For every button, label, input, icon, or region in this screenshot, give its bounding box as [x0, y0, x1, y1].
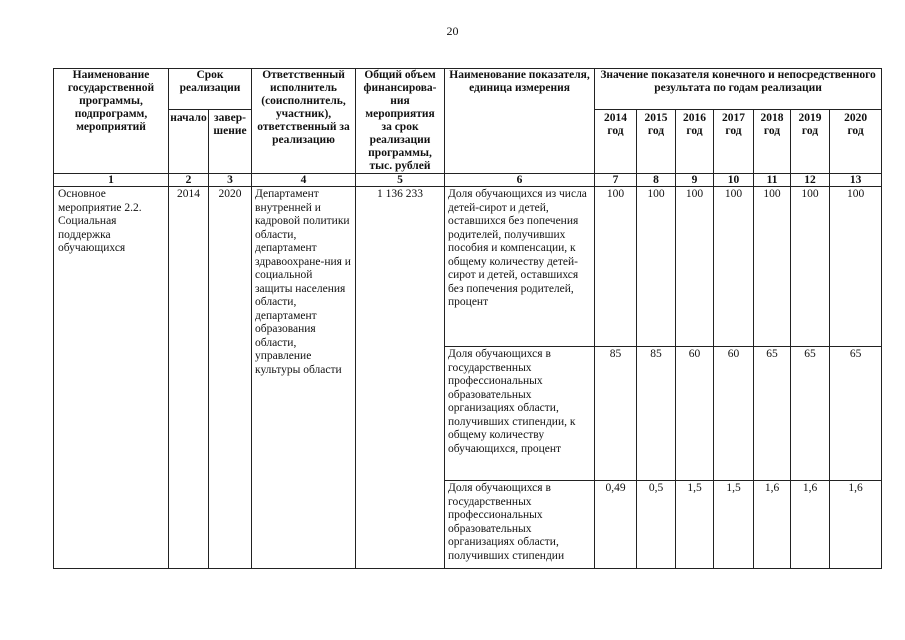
indicator-name: Доля обучающихся из числа детей-сирот и детей, оставшихся без попечения родителей, получивших пособия и компенсации, к общему количеству детей-сирот и детей, оставшихся без попечения родителей, процент — [445, 187, 595, 347]
indicator-value: 1,5 — [714, 481, 754, 569]
indicator-value: 1,5 — [676, 481, 714, 569]
header-funding: Общий объем финансирова-ния мероприятия за срок реализации программы, тыс. рублей — [356, 69, 445, 174]
indicator-value: 60 — [676, 347, 714, 481]
indicator-value: 1,6 — [830, 481, 882, 569]
indicator-value: 65 — [830, 347, 882, 481]
header-period: Срок реализации — [169, 69, 252, 110]
column-number: 10 — [714, 174, 754, 187]
header-values-title: Значение показателя конечного и непосредственного результата по годам реализации — [595, 69, 882, 110]
column-number: 1 — [54, 174, 169, 187]
indicator-value: 1,6 — [754, 481, 791, 569]
column-number: 6 — [445, 174, 595, 187]
header-year: 2020 год — [830, 110, 882, 174]
program-table — [53, 68, 882, 569]
page-number: 20 — [446, 24, 459, 38]
header-year: 2015 год — [637, 110, 676, 174]
header-year: 2016 год — [676, 110, 714, 174]
indicator-name: Доля обучающихся в государственных профессиональных образовательных организациях области, получивших стипендии — [445, 481, 595, 569]
header-year: 2019 год — [791, 110, 830, 174]
end-year: 2020 — [209, 187, 252, 569]
indicator-value: 0,49 — [595, 481, 637, 569]
column-number: 3 — [209, 174, 252, 187]
column-number: 9 — [676, 174, 714, 187]
indicator-value: 65 — [791, 347, 830, 481]
column-number: 12 — [791, 174, 830, 187]
header-end: завер-шение — [209, 110, 252, 174]
executor: Департамент внутренней и кадровой политики области, департамент здравоохране-ния и социальной защиты населения области, департамент образования области, управление культуры области — [252, 187, 356, 569]
start-year: 2014 — [169, 187, 209, 569]
indicator-value: 85 — [637, 347, 676, 481]
indicator-value: 60 — [714, 347, 754, 481]
header-name: Наименование государственной программы, подпрограмм, мероприятий — [54, 69, 169, 174]
indicator-value: 100 — [595, 187, 637, 347]
header-year: 2017 год — [714, 110, 754, 174]
indicator-value: 100 — [791, 187, 830, 347]
column-number: 5 — [356, 174, 445, 187]
column-number: 8 — [637, 174, 676, 187]
header-year: 2014 год — [595, 110, 637, 174]
table-row — [54, 187, 882, 347]
indicator-value: 100 — [714, 187, 754, 347]
header-indicator: Наименование показателя, единица измерения — [445, 69, 595, 174]
header-start: начало — [169, 110, 209, 174]
indicator-value: 100 — [754, 187, 791, 347]
measure-name: Основное мероприятие 2.2. Социальная поддержка обучающихся — [54, 187, 169, 569]
column-number: 13 — [830, 174, 882, 187]
column-number: 2 — [169, 174, 209, 187]
column-number: 4 — [252, 174, 356, 187]
indicator-value: 100 — [676, 187, 714, 347]
column-number: 7 — [595, 174, 637, 187]
column-number: 11 — [754, 174, 791, 187]
indicator-value: 100 — [637, 187, 676, 347]
indicator-value: 65 — [754, 347, 791, 481]
funding-amount: 1 136 233 — [356, 187, 445, 569]
indicator-value: 85 — [595, 347, 637, 481]
indicator-value: 1,6 — [791, 481, 830, 569]
indicator-name: Доля обучающихся в государственных профессиональных образовательных организациях области, получивших стипендии, к общему количеству обучающихся, процент — [445, 347, 595, 481]
header-year: 2018 год — [754, 110, 791, 174]
header-executor: Ответственный исполнитель (соисполнитель, участник), ответственный за реализацию — [252, 69, 356, 174]
indicator-value: 0,5 — [637, 481, 676, 569]
indicator-value: 100 — [830, 187, 882, 347]
